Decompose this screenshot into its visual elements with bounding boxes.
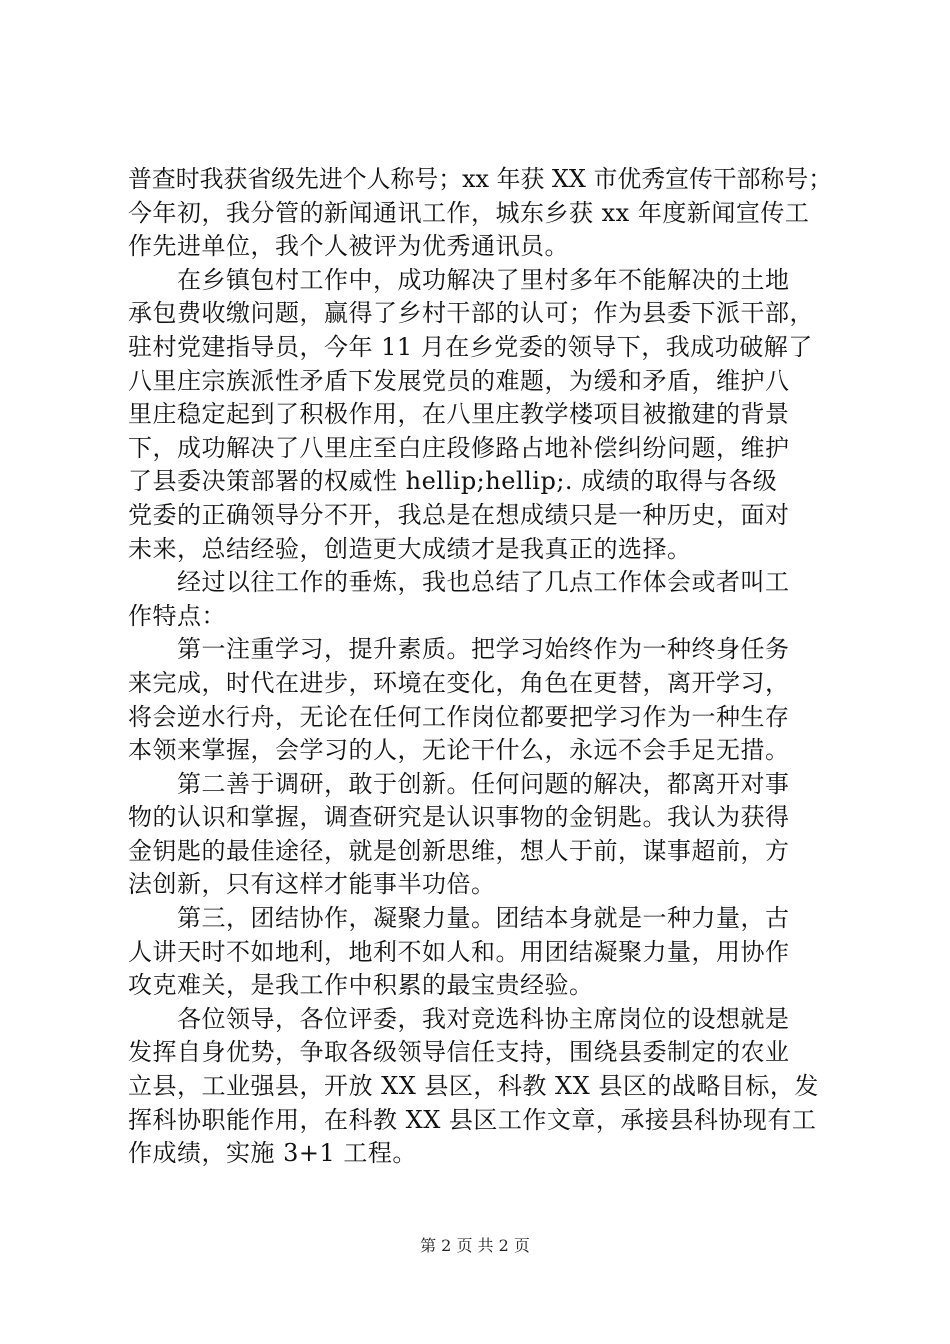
text-line: 发挥自身优势，争取各级领导信任支持，围绕县委制定的农业	[128, 1038, 790, 1067]
text-line: 法创新，只有这样才能事半功倍。	[128, 870, 496, 899]
text-line: 普查时我获省级先进个人称号；xx 年获 XX 市优秀宣传干部称号；	[128, 165, 833, 193]
text-line: 各位领导，各位评委，我对竞选科协主席岗位的设想就是	[128, 1004, 790, 1033]
text-line: 人讲天时不如地利，地利不如人和。用团结凝聚力量，用协作	[128, 937, 790, 966]
text-line: 今年初，我分管的新闻通讯工作，城东乡获 xx 年度新闻宣传工	[128, 198, 810, 227]
text-line: 将会逆水行舟，无论在任何工作岗位都要把学习作为一种生存	[128, 702, 790, 731]
text-line: 承包费收缴问题，赢得了乡村干部的认可；作为县委下派干部，	[128, 299, 814, 328]
text-line: 里庄稳定起到了积极作用，在八里庄教学楼项目被撤建的背景	[128, 400, 790, 429]
text-line: 攻克难关，是我工作中积累的最宝贵经验。	[128, 971, 594, 1000]
text-line: 八里庄宗族派性矛盾下发展党员的难题，为缓和矛盾，维护八	[128, 366, 790, 395]
page-footer: 第 2 页 共 2 页	[420, 1236, 530, 1255]
text-line: 挥科协职能作用，在科教 XX 县区工作文章，承接县科协现有工	[128, 1105, 817, 1134]
text-line: 了县委决策部署的权威性 hellip;hellip;. 成绩的取得与各级	[128, 467, 778, 496]
text-line: 经过以往工作的垂炼，我也总结了几点工作体会或者叫工	[128, 568, 790, 597]
text-line: 作先进单位，我个人被评为优秀通讯员。	[128, 232, 569, 261]
text-line: 来完成，时代在进步，环境在变化，角色在更替，离开学习，	[128, 668, 790, 697]
text-line: 驻村党建指导员，今年 11 月在乡党委的领导下，我成功破解了	[128, 332, 813, 361]
text-line: 未来，总结经验，创造更大成绩才是我真正的选择。	[128, 534, 692, 563]
text-line: 物的认识和掌握，调查研究是认识事物的金钥匙。我认为获得	[128, 803, 790, 832]
text-line: 在乡镇包村工作中，成功解决了里村多年不能解决的土地	[128, 265, 790, 294]
text-line: 金钥匙的最佳途径，就是创新思维，想人于前，谋事超前，方	[128, 836, 790, 865]
text-line: 本领来掌握，会学习的人，无论干什么，永远不会手足无措。	[128, 736, 790, 765]
text-line: 作成绩，实施 3+1 工程。	[128, 1139, 417, 1168]
text-line: 第二善于调研，敢于创新。任何问题的解决，都离开对事	[128, 769, 790, 798]
document-body	[128, 163, 832, 1171]
text-line: 作特点：	[128, 601, 226, 630]
text-line: 下，成功解决了八里庄至白庄段修路占地补偿纠纷问题，维护	[128, 433, 790, 462]
text-line: 第三，团结协作，凝聚力量。团结本身就是一种力量，古	[128, 904, 790, 933]
text-line: 党委的正确领导分不开，我总是在想成绩只是一种历史，面对	[128, 500, 790, 529]
text-line: 立县，工业强县，开放 XX 县区，科教 XX 县区的战略目标，发	[128, 1072, 819, 1101]
text-line: 第一注重学习，提升素质。把学习始终作为一种终身任务	[128, 635, 790, 664]
